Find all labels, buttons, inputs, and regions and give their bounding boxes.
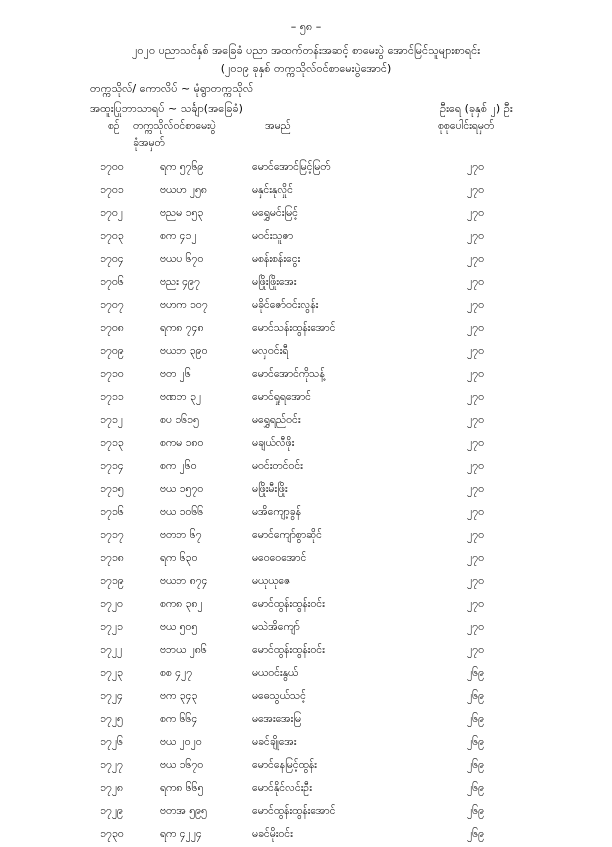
column-header-roll-sub: ခုံအမှတ် xyxy=(133,137,165,149)
document-title: ၂၀၂၀ ပညာသင်နှစ် အခြေခံ ပညာ အထက်တန်းအဆင့် စာမေးပွဲ အောင်မြင်သူများစာရင်း xyxy=(131,44,481,57)
table-row xyxy=(0,801,612,824)
row-number: ၁၇၁၇ xyxy=(100,529,124,541)
row-number: ၁၇၂၅ xyxy=(100,713,123,725)
row-number: ၁၇၃၀ xyxy=(100,828,124,840)
table-row xyxy=(0,617,612,640)
row-number: ၁၇၂၂ xyxy=(100,644,123,656)
column-header-score: စုစုပေါင်းရမှတ် xyxy=(438,120,495,132)
total-score: ၂၆၉ xyxy=(467,690,484,702)
column-header-name: အမည် xyxy=(265,120,291,132)
total-score: ၂၇၀ xyxy=(467,644,484,656)
table-row xyxy=(0,364,612,387)
student-name: မရွှေမင်းမြင့် xyxy=(252,207,299,219)
row-number: ၁၇၂၃ xyxy=(100,667,123,679)
student-name: မဖြိုးဖြိုးအေး xyxy=(252,276,297,288)
column-header-no: စဉ် xyxy=(108,120,120,132)
table-row xyxy=(0,663,612,686)
total-score: ၂၇၀ xyxy=(467,368,484,380)
row-number: ၁၇၁၂ xyxy=(100,414,123,426)
row-number: ၁၇၀၉ xyxy=(100,345,124,357)
total-score: ၂၆၉ xyxy=(467,713,484,725)
table-row xyxy=(0,686,612,709)
total-score: ၂၇၀ xyxy=(467,460,484,472)
row-number: ၁၇၂၀ xyxy=(100,598,123,610)
table-row xyxy=(0,548,612,571)
table-row xyxy=(0,249,612,272)
student-name: မောင်ထွန်းထွန်းအောင် xyxy=(252,805,336,817)
major-subject-label: အထူးပြုဘာသာရပ် ~ သင်္ချာ(အခြေခံ) xyxy=(90,102,243,115)
row-number: ၁၇၂၈ xyxy=(100,782,123,794)
roll-number: ရက ၅၇၆၉ xyxy=(160,161,204,173)
table-row xyxy=(0,180,612,203)
roll-number: ဗတအ ၅၉၅ xyxy=(160,805,207,817)
roll-number: စကမ ၁၈၀ xyxy=(160,437,204,449)
table-row xyxy=(0,479,612,502)
table-row xyxy=(0,387,612,410)
table-row xyxy=(0,272,612,295)
total-score: ၂၇၀ xyxy=(467,253,484,265)
total-score: ၂၆၉ xyxy=(467,828,484,840)
total-score: ၂၆၉ xyxy=(467,736,484,748)
roll-number: ဗဟက ၁၀၇ xyxy=(160,299,208,311)
row-number: ၁၇၁၃ xyxy=(100,437,124,449)
row-number: ၁၇၂၉ xyxy=(100,805,123,817)
total-score: ၂၇၀ xyxy=(467,598,484,610)
row-number: ၁၇၀၁ xyxy=(100,184,124,196)
roll-number: ဗယပ ၆၇၀ xyxy=(160,253,204,265)
total-score: ၂၇၀ xyxy=(467,529,484,541)
total-score: ၂၇၀ xyxy=(467,483,484,495)
table-row xyxy=(0,433,612,456)
table-row xyxy=(0,318,612,341)
row-number: ၁၇၁၉ xyxy=(100,575,124,587)
roll-number: ဗယ ၁၆၇၀ xyxy=(160,759,204,771)
student-name: မခင်မိုးဝင်း xyxy=(252,828,293,840)
student-name: မရွှေရည်ဝင်း xyxy=(252,414,301,426)
total-count-label: ဦးရေ (ခုနှစ် ၂) ဦး xyxy=(440,102,513,115)
roll-number: ဗက ၃၄၃ xyxy=(160,690,198,702)
roll-number: ဗညး ၄၉၇ xyxy=(160,276,200,288)
total-score: ၂၇၀ xyxy=(467,414,484,426)
row-number: ၁၇၁၁ xyxy=(100,391,124,403)
roll-number: စက ၆၆၄ xyxy=(160,713,198,725)
total-score: ၂၆၉ xyxy=(467,805,484,817)
roll-number: ဗယဟ ၂၅၈ xyxy=(160,184,207,196)
student-name: မဝင်းတင်ဝင်း xyxy=(252,460,303,472)
student-name: မခင်ချိုအေး xyxy=(252,736,297,748)
row-number: ၁၇၂၄ xyxy=(100,690,123,702)
results-list xyxy=(0,157,612,847)
table-row xyxy=(0,709,612,732)
student-name: မောင်နိုင်လင်းဦး xyxy=(252,782,312,794)
roll-number: ရက၈ ၆၆၅ xyxy=(160,782,204,794)
student-name: မဖြိုးမီးဖြိုး xyxy=(252,483,288,495)
table-row xyxy=(0,525,612,548)
roll-number: ဗယ ၁၅၇၀ xyxy=(160,483,204,495)
total-score: ၂၇၀ xyxy=(467,391,484,403)
roll-number: စပ ၁၆၁၅ xyxy=(160,414,199,426)
roll-number: စစ ၄၂၇ xyxy=(160,667,193,679)
student-name: မောင်ထွန်းထွန်းဝင်း xyxy=(252,598,325,610)
student-name: မယုယုဇေ xyxy=(252,575,291,587)
page-number: – ၅၈ – xyxy=(290,20,322,33)
student-name: မဓေသွယ်သင့် xyxy=(252,690,306,702)
table-row xyxy=(0,778,612,801)
row-number: ၁၇၀၈ xyxy=(100,322,124,334)
total-score: ၂၇၀ xyxy=(467,345,484,357)
row-number: ၁၇၀၆ xyxy=(100,276,124,288)
table-row xyxy=(0,226,612,249)
row-number: ၁၇၁၅ xyxy=(100,483,124,495)
roll-number: ဗညမ ၁၅၃ xyxy=(160,207,204,219)
student-name: မောင်ရှုရအောင် xyxy=(252,391,311,403)
total-score: ၂၇၀ xyxy=(467,184,484,196)
total-score: ၂၇၀ xyxy=(467,161,484,173)
total-score: ၂၇၀ xyxy=(467,437,484,449)
total-score: ၂၆၉ xyxy=(467,667,484,679)
roll-number: ဗယဘ ၈၇၄ xyxy=(160,575,208,587)
table-row xyxy=(0,341,612,364)
row-number: ၁၇၀၄ xyxy=(100,253,124,265)
roll-number: ဗဏဘ ၃၂ xyxy=(160,391,202,403)
student-name: မအိကျော့ခွန် xyxy=(252,506,301,518)
table-row xyxy=(0,640,612,663)
roll-number: စက ၂၆၀ xyxy=(160,460,197,472)
student-name: မချယ်လီဖိုး xyxy=(252,437,295,449)
row-number: ၁၇၂၆ xyxy=(100,736,123,748)
table-row xyxy=(0,755,612,778)
roll-number: ဗယဘ ၃၉၀ xyxy=(160,345,208,357)
table-row xyxy=(0,456,612,479)
total-score: ၂၇၀ xyxy=(467,621,484,633)
total-score: ၂၇၀ xyxy=(467,276,484,288)
row-number: ၁၇၀၃ xyxy=(100,230,124,242)
student-name: မစန်းစန်းငွေး xyxy=(252,253,301,265)
student-name: မောင်အောင်မြင့်မြတ် xyxy=(252,161,331,173)
student-name: မောင်အောင်ကိုသန့် xyxy=(252,368,325,380)
row-number: ၁၇၁၈ xyxy=(100,552,124,564)
row-number: ၁၇၀၀ xyxy=(100,161,124,173)
student-name: မောင်ထွန်းထွန်းဝင်း xyxy=(252,644,325,656)
document-subtitle: (၂၀၁၉ ခုနှစ် တက္ကသိုလ်ဝင်စာမေးပွဲအောင်) xyxy=(220,62,392,75)
table-row xyxy=(0,824,612,847)
row-number: ၁၇၀၇ xyxy=(100,299,124,311)
table-row xyxy=(0,732,612,755)
student-name: မောင်နေမြင့်ထွန်း xyxy=(252,759,317,771)
total-score: ၂၇၀ xyxy=(467,506,484,518)
student-name: မောင်ကျော်စွာဆိုင် xyxy=(252,529,322,541)
table-row xyxy=(0,203,612,226)
student-name: မဝေဝေအောင် xyxy=(252,552,307,564)
total-score: ၂၆၉ xyxy=(467,782,484,794)
student-name: မောင်သန်းထွန်းအောင် xyxy=(252,322,336,334)
total-score: ၂၇၀ xyxy=(467,322,484,334)
table-row xyxy=(0,410,612,433)
roll-number: ရက ၄၂၂၄ xyxy=(160,828,202,840)
roll-number: ဗယ ၅၀၅ xyxy=(160,621,198,633)
total-score: ၂၇၀ xyxy=(467,207,484,219)
student-name: မယဝင်းနွယ် xyxy=(252,667,299,679)
student-name: မအေးအေးမြ xyxy=(252,713,301,725)
roll-number: ဗတ ၂၆ xyxy=(160,368,191,380)
total-score: ၂၇၀ xyxy=(467,575,484,587)
row-number: ၁၇၁၀ xyxy=(100,368,124,380)
row-number: ၁၇၁၆ xyxy=(100,506,124,518)
roll-number: စက၈ ၃၈၂ xyxy=(160,598,203,610)
total-score: ၂၆၉ xyxy=(467,759,484,771)
table-row xyxy=(0,571,612,594)
roll-number: ရက၈ ၇၄၈ xyxy=(160,322,204,334)
table-row xyxy=(0,594,612,617)
row-number: ၁၇၀၂ xyxy=(100,207,123,219)
roll-number: စက ၄၁၂ xyxy=(160,230,197,242)
total-score: ၂၇၀ xyxy=(467,230,484,242)
table-row xyxy=(0,157,612,180)
roll-number: ဗတဘ ၆၇ xyxy=(160,529,202,541)
student-name: မသဲအိကျော် xyxy=(252,621,300,633)
student-name: မခိုင်ဇော်ဝင်းလွန်း xyxy=(252,299,319,311)
row-number: ၁၇၂၇ xyxy=(100,759,123,771)
total-score: ၂၇၀ xyxy=(467,299,484,311)
column-header-roll: တက္ကသိုလ်ဝင်စာမေးပွဲ xyxy=(133,120,216,132)
student-name: မလှဝင်းရီ xyxy=(252,345,289,357)
roll-number: ဗယ ၁၀၆၆ xyxy=(160,506,204,518)
roll-number: ရက ၆၃၀ xyxy=(160,552,198,564)
university-label: တက္ကသိုလ်/ ကောလိပ် ~ မုံရွာတက္ကသိုလ် xyxy=(90,82,254,95)
roll-number: ဗဘယ ၂၈၆ xyxy=(160,644,207,656)
table-row xyxy=(0,295,612,318)
student-name: မဝင်းသူဇာ xyxy=(252,230,294,242)
total-score: ၂၇၀ xyxy=(467,552,484,564)
roll-number: ဗယ ၂၀၂၀ xyxy=(160,736,202,748)
row-number: ၁၇၂၁ xyxy=(100,621,123,633)
row-number: ၁၇၁၄ xyxy=(100,460,124,472)
table-row xyxy=(0,502,612,525)
student-name: မနှင်းနုလှိုင် xyxy=(252,184,294,196)
